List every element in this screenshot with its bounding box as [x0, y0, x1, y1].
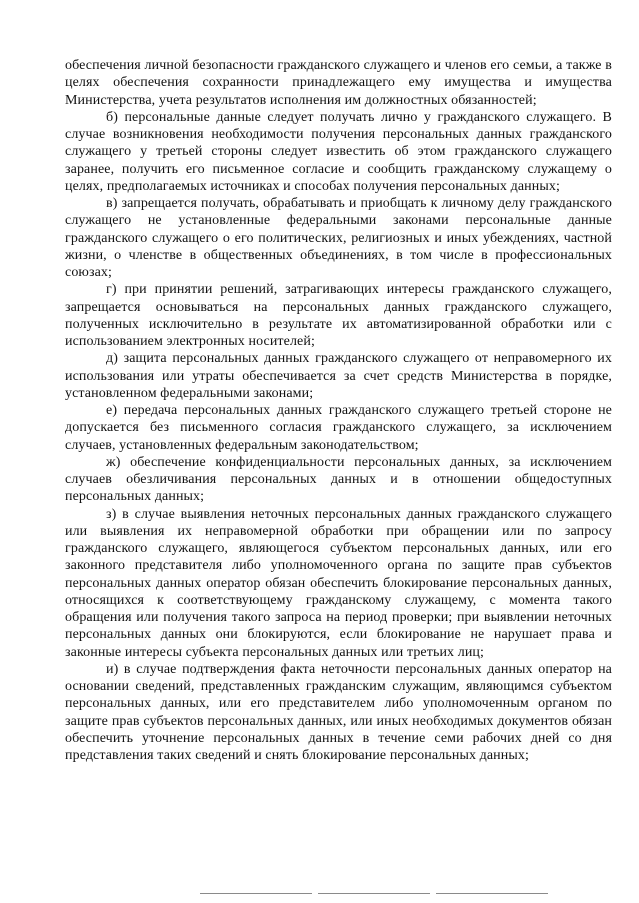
footer-rule-middle [318, 893, 430, 894]
paragraph-item-i: и) в случае подтверждения факта неточности персональных данных оператор на основании сведений, представленных гражданским служащим, являющимся субъектом персональных данных, или его представителем либо уполномоченным органом по защите прав субъектов персональных данных, или иных необходимых документов обязан обеспечить уточнение персональных данных в течение семи рабочих дней со дня представления таких сведений и снять блокирование персональных данных; [65, 661, 612, 763]
paragraph-item-d: д) защита персональных данных гражданского служащего от неправомерного их использования или утраты обеспечивается за счет средств Министерства в порядке, установленном федеральными законами; [65, 351, 612, 401]
paragraph-item-b: б) персональные данные следует получать лично у гражданского служащего. В случае возникновения необходимости получения персональных данных гражданского служащего у третьей стороны следует известить об этом гражданского служащего заранее, получить его письменное согласие и сообщить гражданскому служащему о целях, предполагаемых источниках и способах получения персональных данных; [65, 109, 612, 194]
paragraph-continuation: обеспечения личной безопасности гражданского служащего и членов его семьи, а также в целях обеспечения сохранности принадлежащего ему имущества и имущества Министерства, учета результатов исполнения им должностных обязанностей; [65, 58, 612, 108]
paragraph-item-z: з) в случае выявления неточных персональных данных гражданского служащего или выявления их неправомерной обработки при обращении или по запросу гражданского служащего, являющегося субъектом персональных данных, или его законного представителя либо уполномоченного органа по защите прав субъектов персональных данных оператор обязан обеспечить блокирование персональных данных, относящихся к соответствующему гражданскому служащему, с момента такого обращения или получения такого запроса на период проверки; при выявлении неточных персональных данных они блокируются, если блокирование не нарушает права и законные интересы субъекта персональных данных или третьих лиц; [65, 506, 612, 660]
document-body [65, 57, 612, 764]
paragraph-item-v: в) запрещается получать, обрабатывать и приобщать к личному делу гражданского служащего не установленные федеральными законами персональные данные гражданского служащего о его политических, религиозных и иных убеждениях, частной жизни, о членстве в общественных объединениях, в том числе в профессиональных союзах; [65, 196, 612, 280]
footer-rule-right [436, 893, 548, 894]
paragraph-item-zh: ж) обеспечение конфиденциальности персональных данных, за исключением случаев обезличивания персональных данных и в отношении общедоступных персональных данных; [65, 454, 612, 505]
footer-rule-left [200, 893, 312, 894]
paragraph-item-e: е) передача персональных данных гражданского служащего третьей стороне не допускается без письменного согласия гражданского служащего, за исключением случаев, установленных федеральным законодательством; [65, 403, 612, 453]
paragraph-item-g: г) при принятии решений, затрагивающих интересы гражданского служащего, запрещается основываться на персональных данных гражданского служащего, полученных исключительно в результате их автоматизированной обработки или с использованием электронных носителей; [65, 282, 612, 349]
